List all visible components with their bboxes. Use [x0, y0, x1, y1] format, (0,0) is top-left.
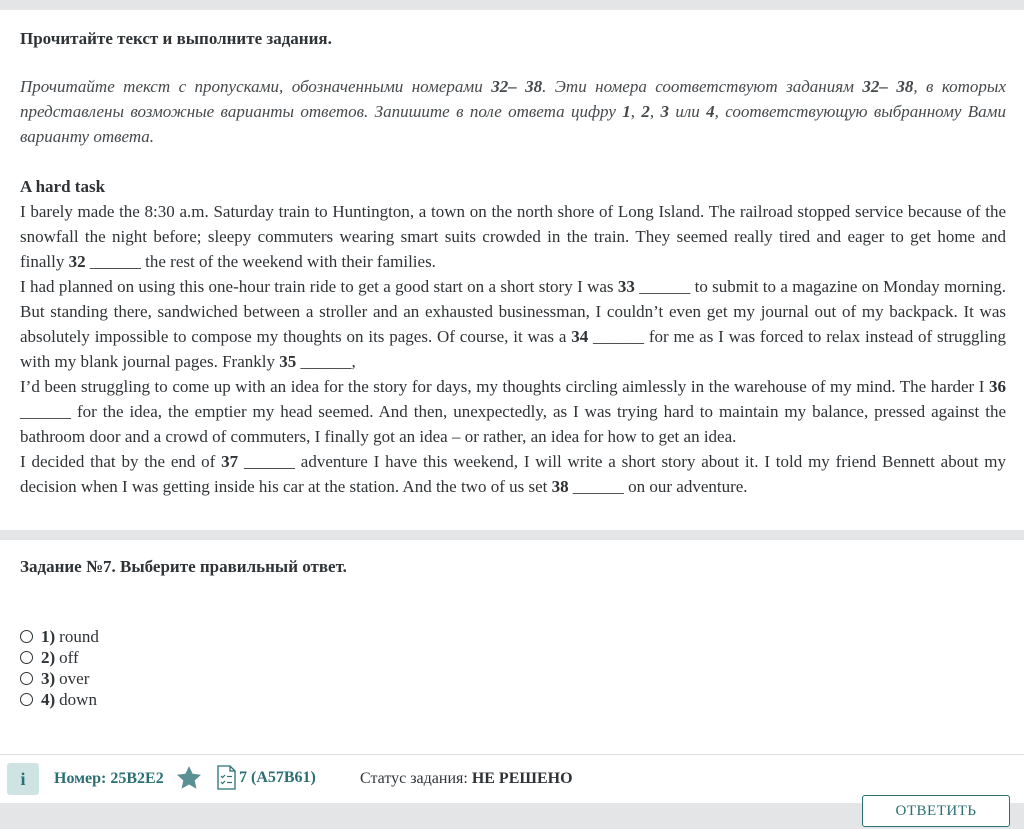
radio-button[interactable]	[20, 672, 33, 685]
option-text: off	[59, 648, 79, 667]
gap-number: 36	[989, 377, 1006, 396]
instruction-text: Прочитайте текст с пропусками, обозначенными номерами	[20, 77, 492, 96]
task-link[interactable]	[216, 765, 316, 790]
story-fragment: I’d been struggling to come up with an idea for the story for days, my thoughts circling aimlessly in the warehouse of my mind. The harder I	[20, 377, 989, 396]
story-fragment: ______ adventure I have this weekend, I will write a short story about it. I told my friend Bennett about my decision when I was getting inside his car at the station. And the two of us set	[20, 452, 1006, 496]
gap-number: 33	[617, 277, 635, 296]
reading-heading: Прочитайте текст и выполните задания.	[20, 29, 332, 48]
answer-button[interactable]: ОТВЕТИТЬ	[862, 795, 1010, 827]
story-paragraph	[20, 449, 1006, 499]
story-paragraph	[20, 199, 1006, 274]
instruction-text: , в которых представлены возможные варианты ответов. Запишите в поле ответа цифру	[20, 77, 1006, 121]
option-number: 1)	[41, 627, 56, 646]
gap-number: 35	[279, 352, 297, 371]
option-number: 3)	[41, 669, 56, 688]
instruction-text: . Эти номера соответствуют заданиям	[542, 77, 863, 96]
top-spacer	[0, 0, 1024, 10]
story-title: A hard task	[20, 177, 106, 196]
gap-number: 32	[68, 252, 86, 271]
radio-button[interactable]	[20, 651, 33, 664]
option-1[interactable]	[20, 626, 99, 647]
status-value: НЕ РЕШЕНО	[471, 770, 573, 787]
story-text	[20, 199, 1006, 499]
option-text: down	[59, 690, 97, 709]
task-number: Номер: 25B2E2	[54, 770, 164, 787]
instruction-digit: 3	[660, 102, 669, 121]
story-paragraph	[20, 274, 1006, 374]
story-fragment: ______ the rest of the weekend with their families.	[85, 252, 436, 271]
instruction-range: 32– 38	[862, 77, 914, 96]
instruction-digit: 4	[706, 102, 715, 121]
task-heading: Задание №7. Выберите правильный ответ.	[20, 557, 347, 576]
story-fragment: I decided that by the end of	[20, 452, 222, 471]
instruction-text: ,	[649, 102, 661, 121]
story-paragraph	[20, 374, 1006, 449]
story-fragment: ______ to submit to a magazine on Monday morning. But standing there, sandwiched between a stroller and an exhausted businessman, I couldn’t even get my journal out of my backpack. It was absolutely impossible to compose my thoughts on its pages. Of course, it was a	[20, 277, 1006, 346]
story-fragment: ______ for the idea, the emptier my head seemed. And then, unexpectedly, as I was trying hard to maintain my balance, pressed against the bathroom door and a crowd of commuters, I finally got an idea – or rather, an idea for how to get an idea.	[20, 402, 1006, 446]
radio-button[interactable]	[20, 630, 33, 643]
gap-number: 37	[221, 452, 239, 471]
option-3[interactable]	[20, 668, 99, 689]
option-text: over	[59, 669, 90, 688]
instruction-text: , соответствующую выбранному Вами варианту ответа.	[20, 102, 1007, 146]
option-number: 4)	[41, 690, 56, 709]
document-list-icon	[216, 765, 237, 790]
reading-instruction	[20, 74, 1006, 149]
instruction-text: ,	[630, 102, 642, 121]
option-number: 2)	[41, 648, 56, 667]
instruction-digit: 1	[622, 102, 631, 121]
star-icon[interactable]	[175, 764, 203, 792]
reading-card	[0, 10, 1024, 530]
instruction-range: 32– 38	[491, 77, 543, 96]
answer-options	[20, 626, 99, 710]
option-2[interactable]	[20, 647, 99, 668]
story-fragment: ______ for me as I was forced to relax instead of struggling with my blank journal pages. Frankly	[20, 327, 1006, 371]
story-fragment: I had planned on using this one-hour train ride to get a good start on a short story I was	[20, 277, 618, 296]
radio-button[interactable]	[20, 693, 33, 706]
status-label: Статус задания:	[360, 770, 472, 787]
option-4[interactable]	[20, 689, 99, 710]
option-text: round	[59, 627, 99, 646]
story-fragment: ______ on our adventure.	[568, 477, 748, 496]
info-button[interactable]: i	[7, 763, 39, 795]
gap-number: 34	[571, 327, 589, 346]
task-link-label[interactable]: 7 (A57B61)	[239, 768, 316, 786]
gap-number: 38	[551, 477, 569, 496]
task-status	[360, 768, 573, 790]
story-fragment: I barely made the 8:30 a.m. Saturday train to Huntington, a town on the north shore of Long Island. The railroad stopped service because of the snowfall the night before; sleepy commuters wearing smart suits crowded in the train. They seemed really tired and eager to get home and finally	[20, 202, 1006, 271]
task-card	[0, 540, 1024, 754]
instruction-digit: 2	[641, 102, 650, 121]
story-fragment: ______,	[296, 352, 356, 371]
instruction-text: или	[668, 102, 707, 121]
